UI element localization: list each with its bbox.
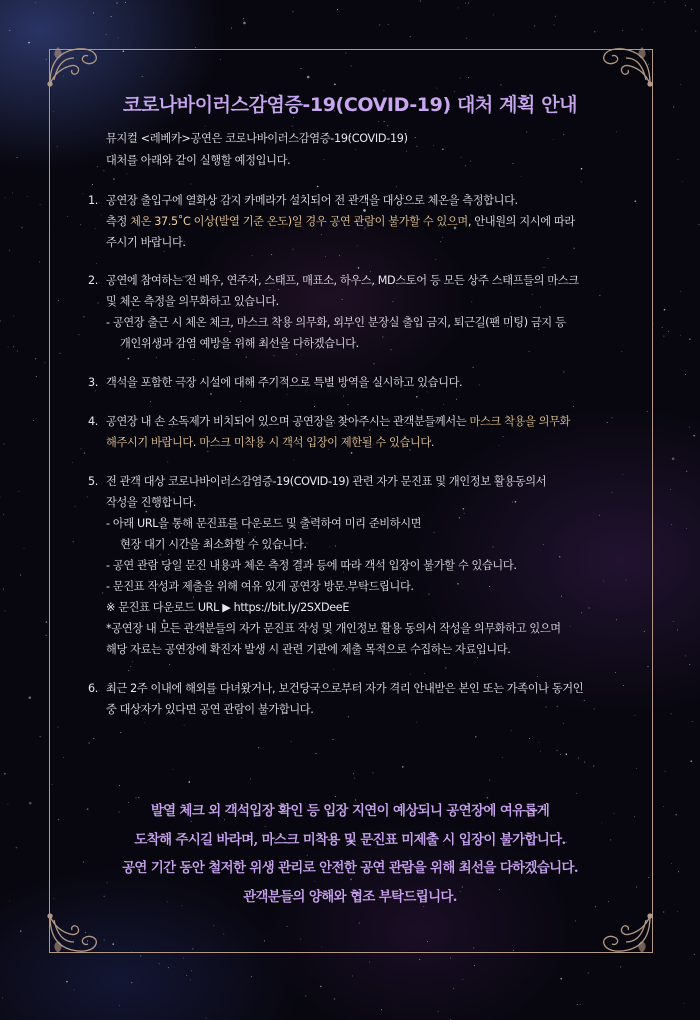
star — [555, 16, 556, 17]
star — [381, 1009, 382, 1010]
star — [190, 979, 191, 980]
star — [0, 496, 1, 497]
star — [671, 524, 672, 525]
item-line — [106, 432, 628, 453]
star — [577, 1004, 578, 1005]
item-line — [106, 372, 628, 393]
star — [689, 664, 690, 665]
star — [39, 261, 40, 262]
item-line — [106, 534, 628, 555]
star — [594, 31, 595, 32]
star — [588, 973, 589, 974]
star — [682, 181, 683, 182]
item-text: 최근 2주 이내에 해외를 다녀왔거나, 보건당국으로부터 자가 격리 안내받은 본인 또는 가족이나 동거인 — [106, 682, 584, 695]
star — [3, 589, 4, 590]
star — [450, 957, 451, 958]
item-text: 중 대상자가 있다면 공연 관람이 불가합니다. — [106, 703, 314, 716]
star — [186, 975, 187, 976]
star — [17, 351, 18, 352]
star — [125, 2, 126, 3]
star — [673, 621, 674, 622]
star — [668, 331, 669, 332]
item-text: 공연장 출입구에 열화상 감지 카메라가 설치되어 전 관객을 대상으로 체온을 측정합니다. — [106, 194, 518, 207]
star — [685, 5, 686, 6]
star — [684, 1003, 685, 1004]
star — [24, 548, 25, 549]
star — [206, 1018, 207, 1019]
corner-ornament-icon — [600, 912, 656, 956]
star — [13, 346, 14, 347]
star — [0, 321, 1, 322]
star — [27, 196, 28, 197]
intro-text — [106, 128, 606, 172]
item-line — [106, 555, 628, 576]
star — [66, 981, 68, 983]
star — [4, 444, 5, 445]
star — [680, 84, 681, 85]
star — [119, 1005, 120, 1006]
star — [678, 159, 679, 160]
list-item — [88, 411, 628, 453]
item-line — [106, 639, 628, 660]
star — [28, 42, 30, 44]
item-text: 해당 자료는 공연장에 확진자 발생 시 관련 기관에 제출 목적으로 수집하는 자료입니다. — [106, 643, 511, 656]
star — [671, 713, 672, 714]
star — [653, 2, 654, 3]
highlight-text: 해주시기 바랍니다 — [106, 436, 193, 449]
star — [35, 358, 36, 359]
star — [29, 696, 32, 699]
item-text: 및 체온 측정을 의무화하고 있습니다. — [106, 295, 279, 308]
star — [168, 967, 169, 968]
star — [17, 157, 18, 158]
star — [680, 335, 681, 336]
star — [12, 192, 13, 193]
item-number: 1. — [88, 194, 98, 207]
item-line — [106, 678, 628, 699]
star — [580, 1004, 581, 1005]
star — [20, 930, 22, 932]
star — [74, 990, 75, 991]
star — [685, 655, 686, 656]
star — [93, 13, 94, 14]
star — [692, 721, 693, 722]
star — [663, 912, 664, 913]
star — [337, 9, 338, 10]
star — [36, 376, 37, 377]
star — [9, 250, 10, 251]
star — [117, 3, 118, 4]
item-line — [106, 513, 628, 534]
corner-ornament-icon — [44, 912, 100, 956]
item-line — [106, 492, 628, 513]
closing-line: 발열 체크 외 객석입장 확인 등 입장 지연이 예상되니 공연장에 여유롭게 — [150, 803, 550, 819]
star — [352, 976, 353, 977]
page-title: 코로나바이러스감염증-19(COVID-19) 대처 계획 안내 — [122, 94, 578, 116]
list-item — [88, 372, 628, 393]
star — [695, 31, 696, 32]
item-text: *공연장 내 모든 관객분들의 자가 문진표 작성 및 개인정보 활용 동의서 작성을 의무화하고 있으며 — [106, 622, 561, 635]
star — [686, 471, 687, 472]
star — [686, 528, 687, 529]
item-line — [106, 333, 628, 354]
item-text: 주시기 바랍니다. — [106, 236, 186, 249]
corner-ornament-icon — [600, 44, 656, 88]
measures-list — [88, 190, 628, 720]
list-item — [88, 270, 628, 354]
star — [243, 22, 246, 25]
star — [462, 979, 463, 980]
highlight-text: 마스크 착용을 의무화 — [469, 415, 571, 428]
item-line — [106, 597, 628, 618]
item-number: 6. — [88, 682, 98, 695]
star — [5, 197, 6, 198]
item-line — [106, 618, 628, 639]
star — [458, 7, 459, 8]
item-text: - 아래 URL을 통해 문진표를 다운로드 및 출력하여 미리 준비하시면 — [106, 517, 422, 530]
item-text: 공연에 참여하는 전 배우, 연주자, 스태프, 매표소, 하우스, MD스토어 등 모든 상주 스태프들의 마스크 — [106, 274, 579, 287]
closing-line: 공연 기간 동안 철저한 위생 관리로 안전한 공연 관람을 위해 최선을 다하겠습니다. — [122, 860, 578, 876]
item-line — [106, 211, 628, 232]
item-number: 5. — [88, 475, 98, 488]
star — [140, 955, 141, 956]
star — [3, 514, 4, 515]
item-text: - 공연장 출근 시 체온 체크, 마스크 착용 의무화, 외부인 분장실 출입 금지, 퇴근길(팬 미팅) 금지 등 — [106, 316, 566, 329]
star — [410, 36, 411, 37]
item-text: 현장 대기 시간을 최소화할 수 있습니다. — [120, 538, 307, 551]
closing-line: 도착해 주시길 바라며, 마스크 미착용 및 문진표 미제출 시 입장이 불가합니다. — [134, 831, 566, 848]
star — [665, 771, 666, 772]
item-line — [106, 576, 628, 597]
item-text: - 문진표 작성과 제출을 위해 여유 있게 공연장 방문 부탁드립니다. — [106, 580, 414, 593]
item-line — [106, 190, 628, 211]
star — [195, 47, 196, 48]
star — [8, 347, 9, 348]
star — [680, 291, 681, 292]
item-text: 개인위생과 감염 예방을 위해 최선을 다하겠습니다. — [120, 337, 359, 350]
star — [664, 309, 666, 311]
closing-line: 관객분들의 양해와 협조 부탁드립니다. — [243, 888, 457, 905]
star — [183, 958, 184, 959]
star — [663, 336, 664, 337]
item-line — [106, 291, 628, 312]
item-text: 객석을 포함한 극장 시설에 대해 주기적으로 특별 방역을 실시하고 있습니다. — [106, 376, 463, 389]
intro-line: 대처를 아래와 같이 실행할 예정입니다. — [106, 154, 291, 167]
star — [468, 3, 469, 4]
star — [689, 338, 691, 340]
item-text: . — [192, 436, 200, 449]
star — [388, 24, 389, 25]
star — [691, 760, 693, 762]
item-text: - 공연 관람 당일 문진 내용과 체온 측정 결과 등에 따라 객석 입장이 불가할 수 있습니다. — [106, 559, 517, 572]
star — [21, 227, 23, 229]
star — [662, 327, 663, 328]
star — [159, 963, 160, 964]
star — [4, 611, 5, 612]
star — [698, 224, 699, 225]
item-line — [106, 411, 628, 432]
star — [13, 316, 14, 317]
star — [46, 635, 47, 636]
star — [379, 25, 380, 26]
star — [44, 362, 45, 363]
intro-line: 뮤지컬 <레베카>공연은 코로나바이러스감염증-19(COVID-19) — [106, 132, 408, 145]
item-text: , 안내원의 지시에 따라 — [467, 215, 575, 228]
star — [118, 38, 119, 39]
highlight-text: 마스크 미착용 시 객석 입장이 제한될 수 있습니다. — [199, 436, 435, 449]
star — [420, 1, 421, 2]
star — [419, 959, 420, 960]
star — [251, 976, 252, 977]
star — [334, 998, 336, 1000]
star — [622, 30, 623, 31]
star — [320, 986, 322, 988]
star — [685, 374, 686, 375]
star — [560, 978, 562, 980]
star — [670, 489, 671, 490]
star — [46, 621, 48, 623]
star — [554, 25, 555, 26]
star — [305, 995, 307, 997]
star — [40, 204, 41, 205]
closing-message — [0, 797, 700, 911]
item-text: 전 관객 대상 코로나바이러스감염증-19(COVID-19) 관련 자가 문진표 및 개인정보 활용동의서 — [106, 475, 547, 488]
corner-ornament-icon — [44, 44, 100, 88]
star — [534, 26, 535, 27]
star — [33, 420, 34, 421]
star — [665, 1, 666, 2]
star — [672, 457, 675, 460]
item-number: 4. — [88, 415, 98, 428]
star — [677, 629, 678, 630]
star — [453, 988, 454, 989]
star — [620, 966, 621, 967]
list-item — [88, 471, 628, 660]
star — [40, 736, 41, 737]
star — [35, 2, 36, 3]
star — [2, 998, 3, 999]
star — [465, 3, 466, 4]
item-text: 공연장 내 손 소독제가 비치되어 있으며 공연장을 찾아주시는 관객분들께서는 — [106, 415, 470, 428]
item-line — [106, 699, 628, 720]
star — [693, 435, 695, 437]
star — [369, 962, 370, 963]
star — [20, 575, 21, 576]
item-text: 작성을 진행합니다. — [106, 496, 197, 509]
list-item — [88, 678, 628, 720]
star — [691, 9, 692, 10]
highlight-text: 체온 37.5˚C 이상(발열 기준 온도)일 경우 공연 관람이 불가할 수 있으며 — [130, 215, 468, 228]
star — [111, 16, 112, 17]
star — [293, 11, 294, 12]
star — [689, 427, 690, 428]
item-line — [106, 312, 628, 333]
star — [18, 491, 19, 492]
item-number: 3. — [88, 376, 98, 389]
list-item — [88, 190, 628, 253]
star — [466, 38, 467, 39]
star — [642, 29, 643, 30]
star — [243, 18, 244, 19]
star — [9, 30, 10, 31]
item-line — [106, 471, 628, 492]
item-text: ※ 문진표 다운로드 URL ▶ https://bit.ly/2SXDeeE — [106, 601, 350, 614]
star — [191, 970, 192, 971]
star — [4, 773, 6, 775]
item-text: 측정 — [106, 215, 131, 228]
star — [694, 954, 695, 955]
item-line — [106, 270, 628, 291]
star — [438, 1011, 439, 1012]
star — [131, 982, 132, 983]
star — [493, 14, 494, 15]
star — [474, 965, 475, 966]
star — [106, 34, 107, 35]
item-line — [106, 232, 628, 253]
star — [231, 28, 232, 29]
item-number: 2. — [88, 274, 98, 287]
